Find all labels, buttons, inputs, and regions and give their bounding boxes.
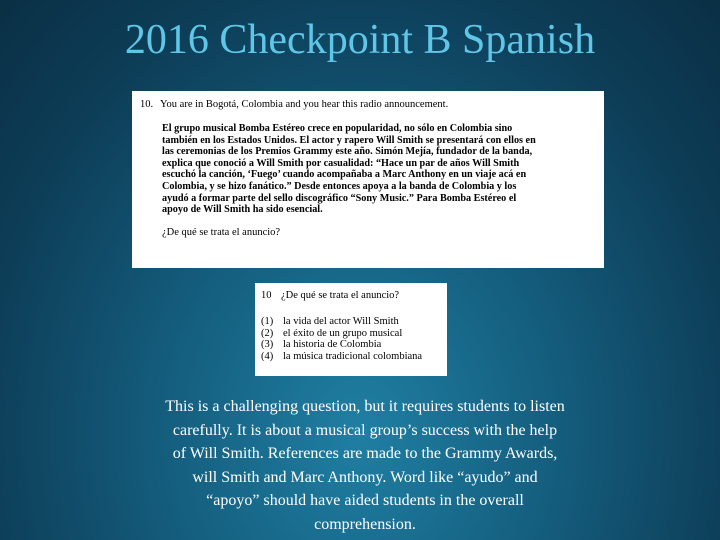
caption-line: will Smith and Marc Anthony. Word like “ayudo” and (192, 468, 538, 486)
passage-line: ayudó a formar parte del sello discográfico “Sony Music.” Para Bomba Estéreo el (162, 192, 517, 204)
passage-line: las ceremonias de los Premios Grammy este año. Simón Mejía, fundador de la banda, (162, 146, 533, 158)
answer-option (261, 351, 441, 363)
passage-line: también en los Estados Unidos. El actor y rapero Will Smith se presentará con ellos en (162, 134, 536, 146)
answer-option (261, 339, 441, 351)
option-text: la música tradicional colombiana (283, 350, 423, 362)
passage-line: apoyo de Will Smith ha sido esencial. (162, 204, 323, 216)
question-header (140, 98, 594, 111)
passage-line: escuchó la canción, ‘Fuego’ cuando acompañaba a Marc Anthony en un viaje acá en (162, 169, 527, 181)
radio-announcement-passage (162, 123, 594, 216)
caption-line: “apoyo” should have aided students in the overall (206, 492, 524, 510)
answer-options-panel (255, 283, 447, 376)
explanation-caption (130, 395, 600, 537)
passage-line: El grupo musical Bomba Estéreo crece en popularidad, no sólo en Colombia sino (162, 123, 513, 134)
slide-title: 2016 Checkpoint B Spanish (124, 17, 596, 63)
option-text: el éxito de un grupo musical (283, 327, 403, 339)
options-header (261, 289, 441, 302)
caption-line: carefully. It is about a musical group’s success with the help (172, 421, 558, 439)
option-number: (4) (261, 350, 274, 362)
option-number: (3) (261, 339, 274, 351)
option-number: (1) (261, 316, 274, 327)
answer-option (261, 316, 441, 328)
caption-line: This is a challenging question, but it requires students to listen (165, 398, 565, 415)
option-text: la vida del actor Will Smith (283, 316, 399, 327)
question-prompt: You are in Bogotá, Colombia and you hear this radio announcement. (160, 99, 449, 110)
caption-line: of Will Smith. References are made to the Grammy Awards, (172, 445, 558, 463)
options-question-number: 10 (261, 290, 272, 301)
answer-options-list (261, 316, 441, 362)
options-question: ¿De qué se trata el anuncio? (281, 290, 400, 301)
passage-line: explica que conoció a Will Smith por casualidad: “Hace un par de años Will Smith (162, 157, 520, 169)
question-number: 10. (140, 99, 154, 110)
passage-line: Colombia, y se hizo fanático.” Desde entonces apoya a la banda de Colombia y los (162, 180, 517, 192)
option-text: la historia de Colombia (283, 339, 382, 351)
option-number: (2) (261, 327, 274, 339)
caption-line: comprehension. (314, 515, 416, 533)
passage-question: ¿De qué se trata el anuncio? (162, 226, 281, 238)
question-image-panel (132, 91, 604, 268)
answer-option (261, 328, 441, 340)
